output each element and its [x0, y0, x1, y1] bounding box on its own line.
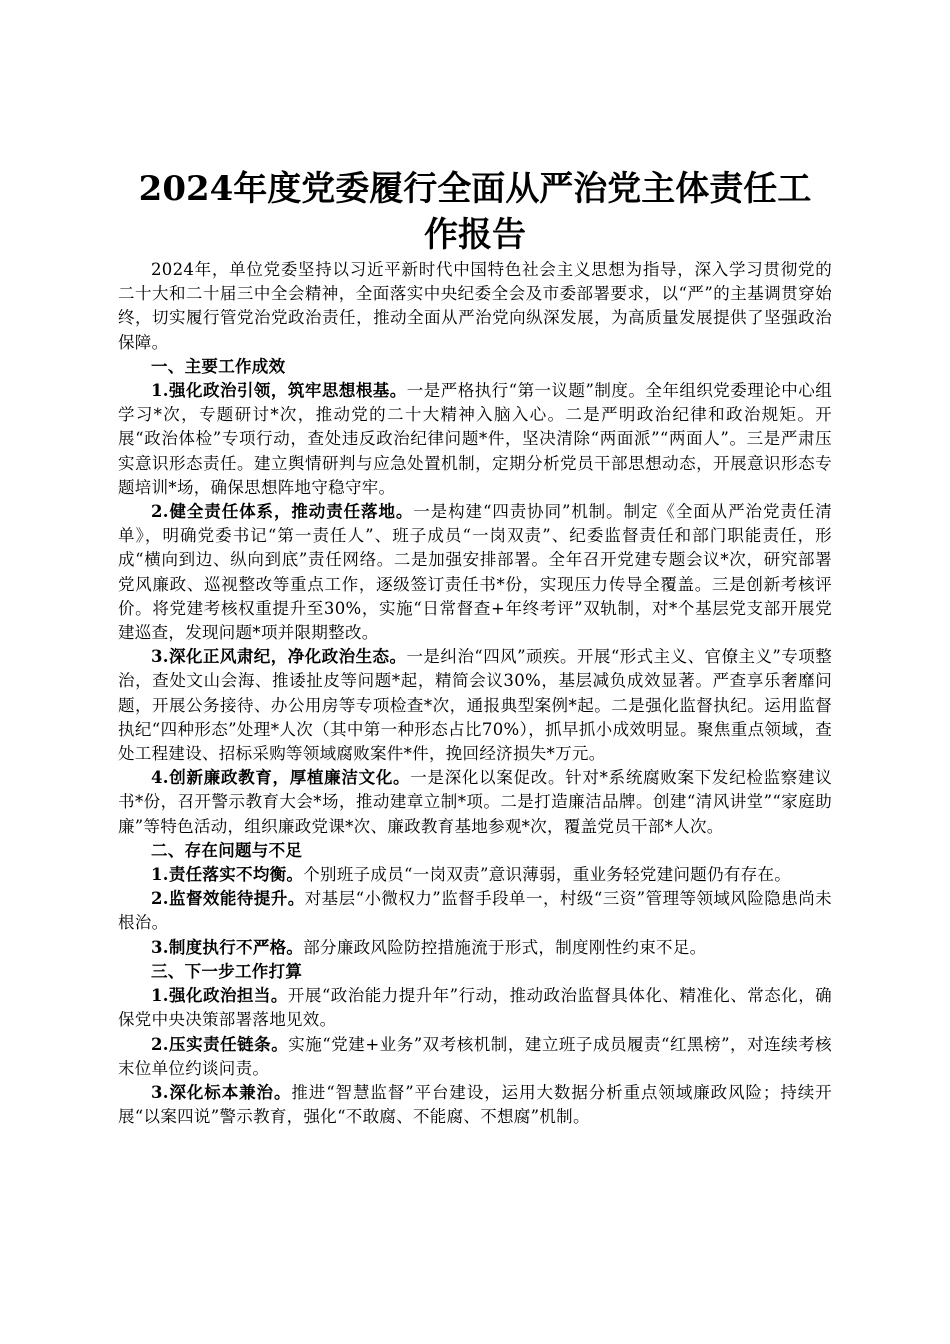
paragraph-lead: 3.深化标本兼治。: [151, 1082, 292, 1102]
section-paragraph: [118, 936, 832, 960]
section-heading: 一、主要工作成效: [151, 356, 286, 376]
section-paragraph: [118, 379, 832, 500]
paragraph-text: 部分廉政风险防控措施流于形式，制度刚性约束不足。: [303, 937, 707, 957]
section-paragraph: [118, 1081, 832, 1129]
document-title: [118, 166, 832, 258]
paragraph-lead: 3.深化正风肃纪，净化政治生态。: [151, 647, 407, 667]
section-paragraph: [118, 500, 832, 645]
paragraph-lead: 2.监督效能待提升。: [151, 889, 305, 909]
paragraph-lead: 1.责任落实不均衡。: [151, 865, 304, 885]
paragraph-text: 一是严格执行“第一议题”制度。全年组织党委理论中心组学习*次，专题研讨*次，推动党的二十大精神入脑入心。二是严明政治纪律和政治规矩。开展“政治体检”专项行动，查处违反政治纪律问题*件，坚决清除“两面派”“两面人”。三是严肃压实意识形态责任。建立舆情研判与应急处置机制，定期分析党员干部思想动态，开展意识形态专题培训*场，确保思想阵地守稳守牢。: [118, 381, 832, 497]
paragraph-text: 推进“智慧监督”平台建设，运用大数据分析重点领域廉政风险；持续开展“以案四说”警示教育，强化“不敢腐、不能腐、不想腐”机制。: [118, 1082, 832, 1127]
section-paragraph: [118, 1033, 832, 1081]
title-line-1: 2024年度党委履行全面从严治党主体责任工: [138, 169, 812, 209]
paragraph-text: 一是构建“四责协同”机制。制定《全面从严治党责任清单》，明确党委书记“第一责任人”、班子成员“一岗双责”、纪委监督责任和部门职能责任，形成“横向到边、纵向到底”责任网络。二是加强安排部署。全年召开党建专题会议*次，研究部署党风廉政、巡视整改等重点工作，逐级签订责任书*份，实现压力传导全覆盖。三是创新考核评价。将党建考核权重提升至30%，实施“日常督查+年终考评”双轨制，对*个基层党支部开展党建巡查，发现问题*项并限期整改。: [118, 502, 832, 643]
paragraph-text: 开展“政治能力提升年”行动，推动政治监督具体化、精准化、常态化，确保党中央决策部署落地见效。: [118, 986, 832, 1030]
intro-paragraph: 2024年，单位党委坚持以习近平新时代中国特色社会主义思想为指导，深入学习贯彻党的二十大和二十届三中全会精神，全面落实中央纪委全会及市委部署要求，以“严”的主基调贯穿始终，切实履行管党治党政治责任，推动全面从严治党向纵深发展，为高质量发展提供了坚强政治保障。: [118, 260, 832, 352]
paragraph-text: 一是纠治“四风”顽疾。开展“形式主义、官僚主义”专项整治，查处文山会海、推诿扯皮等问题*起，精简会议30%，基层减负成效显著。严查享乐奢靡问题，开展公务接待、办公用房等专项检查*次，通报典型案例*起。二是强化监督执纪。运用监督执纪“四种形态”处理*人次（其中第一种形态占比70%），抓早抓小成效明显。聚焦重点领域，查处工程建设、招标采购等领域腐败案件*件，挽回经济损失*万元。: [118, 647, 832, 764]
paragraph-text: 实施“党建+业务”双考核机制，建立班子成员履责“红黑榜”，对连续考核末位单位约谈问责。: [118, 1034, 832, 1078]
section-paragraph: [118, 645, 832, 766]
paragraph-lead: 2.健全责任体系，推动责任落地。: [151, 502, 414, 522]
title-line-2: 作报告: [424, 215, 526, 255]
paragraph-lead: 3.制度执行不严格。: [151, 937, 304, 957]
section-heading: 三、下一步工作打算: [151, 961, 303, 981]
paragraph-text: 对基层“小微权力”监督手段单一，村级“三资”管理等领域风险隐患尚未根治。: [118, 889, 832, 933]
paragraph-lead: 1.强化政治引领，筑牢思想根基。: [151, 381, 407, 401]
paragraph-lead: 4.创新廉政教育，厚植廉洁文化。: [151, 768, 411, 788]
document-sections: [118, 355, 832, 1130]
paragraph-text: 个别班子成员“一岗双责”意识薄弱，重业务轻党建问题仍有存在。: [303, 865, 792, 885]
section-paragraph: [118, 766, 832, 839]
document-page: [118, 166, 832, 1129]
section-heading: 二、存在问题与不足: [151, 840, 303, 860]
section-paragraph: [118, 984, 832, 1032]
section-paragraph: [118, 887, 832, 935]
paragraph-text: 一是深化以案促改。针对*系统腐败案下发纪检监察建议书*份，召开警示教育大会*场，推动建章立制*项。二是打造廉洁品牌。创建“清风讲堂”“家庭助廉”等特色活动，组织廉政党课*次、廉政教育基地参观*次，覆盖党员干部*人次。: [118, 768, 832, 836]
paragraph-lead: 1.强化政治担当。: [151, 986, 288, 1006]
paragraph-lead: 2.压实责任链条。: [151, 1034, 289, 1054]
section-paragraph: [118, 863, 832, 887]
